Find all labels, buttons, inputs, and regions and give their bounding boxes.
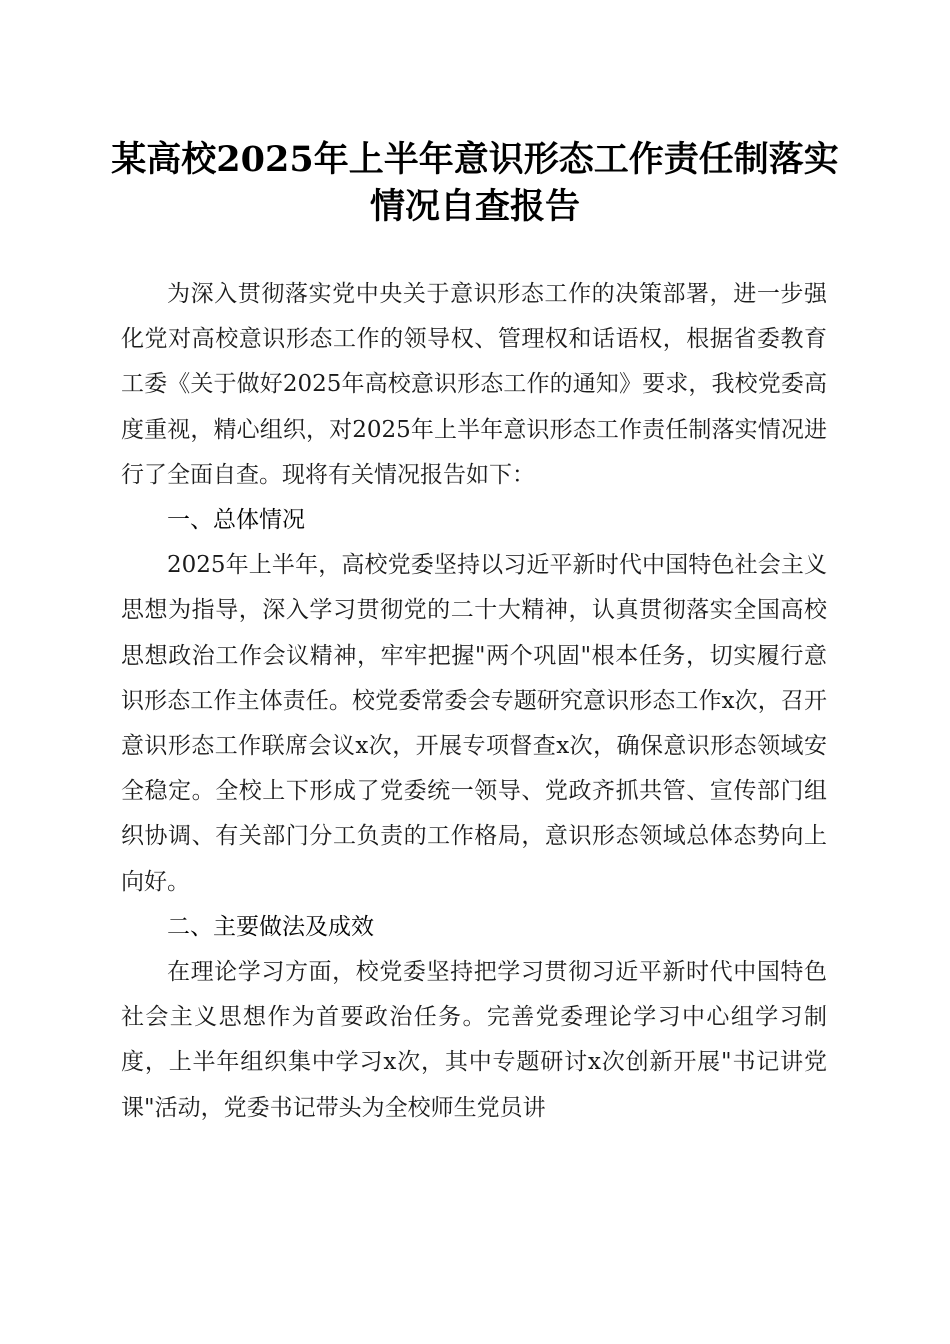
practices-paragraph: 在理论学习方面，校党委坚持把学习贯彻习近平新时代中国特色社会主义思想作为首要政治任务。完善党委理论学习中心组学习制度，上半年组织集中学习x次，其中专题研讨x次创新开展"书记讲党课"活动，党委书记带头为全校师生党员讲 xyxy=(121,959,827,1121)
intro-paragraph: 为深入贯彻落实党中央关于意识形态工作的决策部署，进一步强化党对高校意识形态工作的领导权、管理权和话语权，根据省委教育工委《关于做好2025年高校意识形态工作的通知》要求，我校党委高度重视，精心组织，对2025年上半年意识形态工作责任制落实情况进行了全面自查。现将有关情况报告如下： xyxy=(121,281,827,488)
document-title: 某高校2025年上半年意识形态工作责任制落实情况自查报告 xyxy=(111,139,839,227)
overall-paragraph: 2025年上半年，高校党委坚持以习近平新时代中国特色社会主义思想为指导，深入学习贯彻党的二十大精神，认真贯彻落实全国高校思想政治工作会议精神，牢牢把握"两个巩固"根本任务，切实履行意识形态工作主体责任。校党委常委会专题研究意识形态工作x次，召开意识形态工作联席会议x次，开展专项督查x次，确保意识形态领域安全稳定。全校上下形成了党委统一领导、党政齐抓共管、宣传部门组织协调、有关部门分工负责的工作格局，意识形态领域总体态势向上向好。 xyxy=(121,552,827,895)
section-heading-practices: 二、主要做法及成效 xyxy=(167,913,374,940)
section-heading-overall: 一、总体情况 xyxy=(167,507,305,534)
document-body xyxy=(121,272,827,1131)
